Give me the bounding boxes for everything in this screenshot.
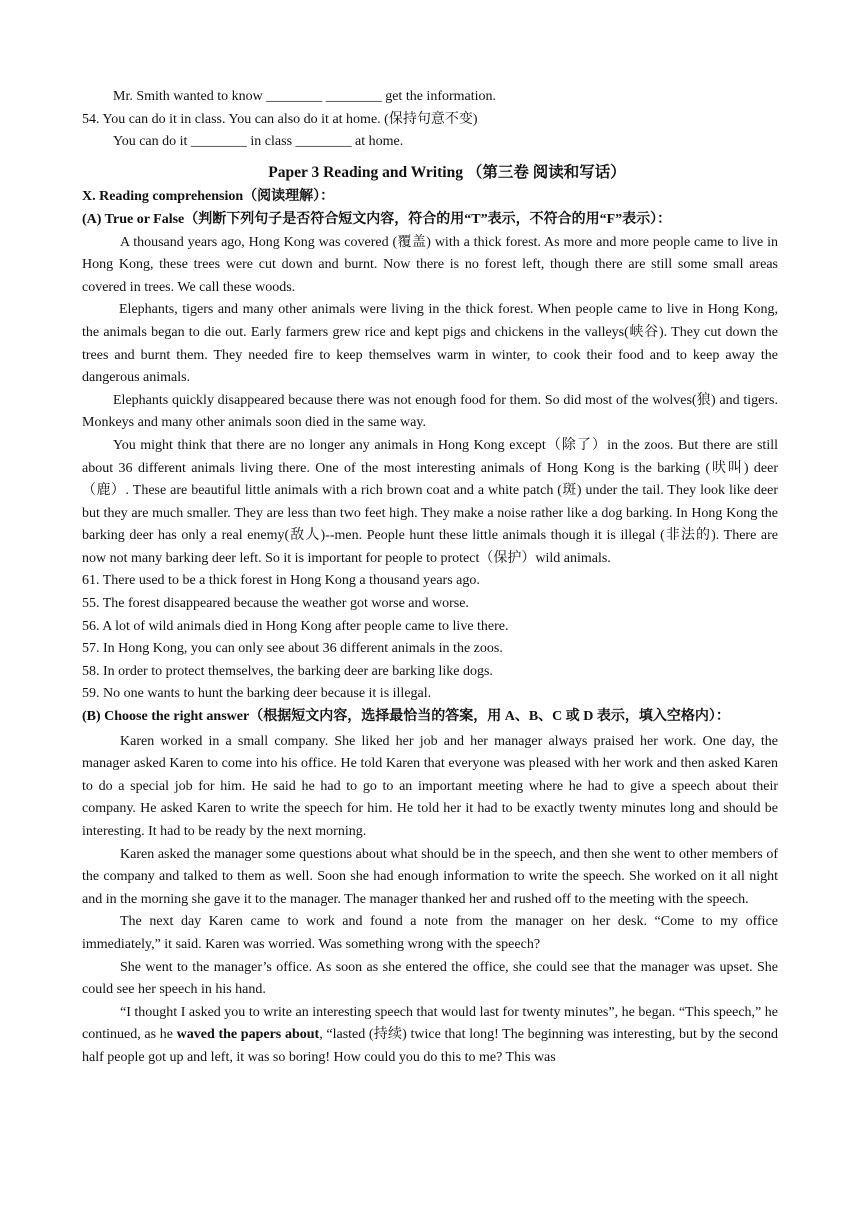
question-item: 58. In order to protect themselves, the barking deer are barking like dogs.: [82, 663, 493, 679]
question-item: 55. The forest disappeared because the weather got worse and worse.: [82, 596, 469, 612]
passage-a-paragraph: Elephants, tigers and many other animals were living in the thick forest. When people came to live in Hong Kong, the animals began to die out. Early farmers grew rice and kept pigs and chickens in the valleys(峡谷). They cut down the trees and burnt them. They needed fire to keep themselves warm in winter, to cook their food and to keep away the dangerous animals.: [82, 302, 778, 386]
document-page: [82, 86, 778, 1070]
part-b-instruction: (B) Choose the right answer（根据短文内容，选择最恰当的答案，用 A、B、C 或 D 表示，填入空格内）：: [82, 709, 730, 725]
passage-b-paragraph: Karen worked in a small company. She liked her job and her manager always praised her work. One day, the manager asked Karen to come into his office. He told Karen that everyone was pleased with her work and then asked Karen to do a special job for him. He said he had to go to an important meeting where he had to give a speech about their company. He asked Karen to write the speech for him. He told her it had to be exactly twenty minutes long and should be interesting. It had to be ready by the next morning.: [82, 733, 778, 839]
exercise-line-54-answer: You can do it ________ in class ________ at home.: [113, 134, 404, 150]
question-item: 61. There used to be a thick forest in Hong Kong a thousand years ago.: [82, 573, 480, 589]
passage-b-paragraph: The next day Karen came to work and found a note from the manager on her desk. “Come to my office immediately,” it said. Karen was worried. Was something wrong with the speech?: [82, 914, 778, 952]
part-a-instruction: (A) True or False（判断下列句子是否符合短文内容，符合的用“T”表示，不符合的用“F”表示）：: [82, 211, 672, 227]
passage-b-paragraph: She went to the manager’s office. As soon as she entered the office, she could see that the manager was upset. She could see her speech in his hand.: [82, 959, 778, 998]
passage-b-paragraph-last: [82, 1002, 778, 1070]
paper-heading: Paper 3 Reading and Writing （第三卷 阅读和写话）: [268, 163, 626, 181]
question-item: 59. No one wants to hunt the barking deer because it is illegal.: [82, 686, 432, 702]
passage-b-bold-phrase: waved the papers about: [176, 1027, 320, 1043]
passage-a-paragraph: A thousand years ago, Hong Kong was covered (覆盖) with a thick forest. As more and more people came to live in Hong Kong, these trees were cut down and burnt. Now there is no forest left, though there are still some small areas covered in trees. We call these woods.: [82, 234, 778, 295]
passage-b-text: , “lasted (持续) twice that long! The beginning was interesting, but by the second half people got up and left, it was so boring! How could you do this to me? This was: [82, 1027, 778, 1065]
question-item: 56. A lot of wild animals died in Hong Kong after people came to live there.: [82, 618, 509, 634]
passage-b-paragraph: Karen asked the manager some questions about what should be in the speech, and then she went to other members of the company and talked to them as well. Soon she had enough information to write the speech. She worked on it all night and in the morning she gave it to the manager. The manager thanked her and rushed off to the meeting with the speech.: [82, 846, 778, 907]
passage-b-text: “I thought I asked you to write an interesting speech that would last for twenty minutes”, he began. “This speech,” he continued, as he: [82, 1004, 778, 1043]
passage-a-paragraph: Elephants quickly disappeared because there was not enough food for them. So did most of the wolves(狼) and tigers. Monkeys and many other animals soon died in the same way.: [82, 392, 778, 431]
question-item: 57. In Hong Kong, you can only see about 36 different animals in the zoos.: [82, 641, 503, 657]
exercise-line-53: Mr. Smith wanted to know ________ ________ get the information.: [113, 89, 497, 104]
section-title: X. Reading comprehension（阅读理解）：: [82, 189, 335, 205]
exercise-line-54: 54. You can do it in class. You can also do it at home. (保持句意不变): [82, 111, 478, 127]
passage-a-paragraph: You might think that there are no longer any animals in Hong Kong except（除了）in the zoos. But there are still about 36 different animals living there. One of the most interesting animals of Hong Kong is the barking (吠叫) deer（鹿）. These are beautiful little animals with a rich brown coat and a white patch (斑) under the tail. They look like deer but they are much smaller. They are less than two feet high. They make a noise rather like a dog barking. In Hong Kong the barking deer has only a real enemy(敌人)--men. People hunt these little animals though it is illegal (非法的). There are now not many barking deer left. So it is important for people to protect（保护）wild animals.: [82, 437, 778, 566]
